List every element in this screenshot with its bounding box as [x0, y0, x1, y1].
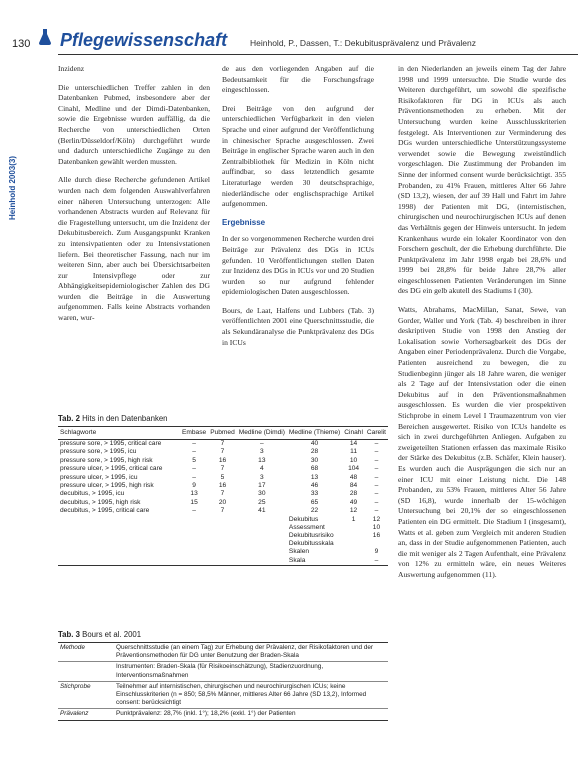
sidebar-text: Heinhold 2003(3)	[8, 155, 17, 220]
table-cell	[58, 557, 180, 566]
row-value: Punktprävalenz: 28,7% (inkl. 1°); 18,2% (exkl. 1°) der Patienten	[114, 709, 388, 720]
table-cell: 3	[260, 448, 264, 456]
paragraph: Alle durch diese Recherche gefundenen Artikel wurden nach dem folgenden Auswahlverfahren einer näheren Untersuchung unterzogen: Alle vorhandenen Abstracts wurden auf Relevanz für die Fragestellung untersucht, um die Inzidenz der Dekubitusbereich. Zum Ausgangspunkt Kranken zu intensivpatienten oder zu Intensivstationen liefern. Bei theoretischer Fassung, nach nur im weiteren Sinn, aber auch bei Übersichtsarbeiten zur Intensivpflege oder zur Abhängigkeitsepidemiologischer Zahlen des DG wurden die Beiträge in die Auswertung aufgenommen. Falls keine Abstracts vorhanden waren, wur-	[58, 175, 210, 323]
column-2	[222, 64, 374, 356]
table-row	[58, 448, 388, 456]
table-cell	[180, 557, 208, 566]
row-key: Stichprobe	[58, 681, 114, 709]
table-cell: –	[374, 440, 379, 447]
table-cell: 16	[218, 482, 227, 490]
journal-logo: Pflegewissenschaft	[60, 30, 228, 50]
paragraph: Die unterschiedlichen Treffer zahlen in den Datenbanken Pubmed, insbesondere aber der Cinahl, Medline und der Dimdi-Datenbanken, sowie die Ergebnisse wurden auffällig, da die Recherche von unterschiedlichen Orten (Berlin/Düsseldorf/Köln) durchgeführt wurde und dadurch unterschiedliche Zugänge zu den Datenbanken gewählt werden mussten.	[58, 82, 210, 166]
header-rule	[58, 54, 578, 55]
table-cell: 4	[260, 465, 264, 473]
table3-label: Tab. 3	[58, 630, 80, 639]
table-cell: 65	[310, 498, 319, 506]
table-cell: –	[192, 465, 196, 473]
table-cell: 13	[310, 473, 319, 481]
table-cell: 28	[349, 490, 358, 498]
table-cell: 16	[372, 532, 381, 540]
table-cell	[237, 532, 287, 540]
table-cell	[180, 516, 208, 524]
table-cell	[58, 524, 180, 532]
table-row	[58, 709, 388, 720]
table-cell: 33	[310, 490, 319, 498]
table-cell: 13	[190, 490, 198, 498]
table-row	[58, 499, 388, 507]
running-head: Heinhold, P., Dassen, T.: Dekubitusprävalenz und Prävalenz	[250, 38, 477, 48]
column-header: Pubmed	[208, 427, 237, 440]
table-cell: –	[374, 490, 379, 498]
table-cell: 13	[258, 456, 266, 464]
table-row	[58, 516, 388, 524]
table-cell: 12	[372, 515, 381, 523]
flask-icon	[38, 28, 52, 46]
table-cell: pressure sore, > 1995, icu	[60, 448, 137, 456]
table-cell: 9	[192, 482, 196, 490]
column-header: Medline (Dimdi)	[237, 427, 287, 440]
column-header: Carelit	[365, 427, 388, 440]
table-cell: 5	[192, 456, 196, 464]
table-cell: –	[374, 482, 379, 490]
paragraph: de aus den vorliegenden Angaben auf die Bedeutsamkeit für die Forschungsfrage eingeschlossen.	[222, 64, 374, 95]
table-cell: –	[365, 557, 388, 566]
table-row	[58, 474, 388, 482]
table-row	[58, 540, 388, 548]
table-cell: –	[374, 507, 379, 515]
column-header: Medline (Thieme)	[287, 427, 342, 440]
row-value: Teilnehmer auf internistischen, chirurgischen und neurochirurgischen ICUs; keine Einschlusskriterien (n = 850; 58,5% Männer, mittleres Alter 66 Jahre (SD 13,2), Informed consent: berücksichtigt	[114, 681, 388, 709]
table-cell	[342, 557, 365, 566]
table-cell: 17	[258, 482, 266, 490]
table3-title: Bours et al. 2001	[82, 630, 142, 639]
paragraph: Bours, de Laat, Halfens und Lubbers (Tab. 3) veröffentlichten 2001 eine Querschnittsstudie, die als Sekundäranalyse die Punktprävalenz des DGs in ICUs	[222, 305, 374, 347]
table-cell: 30	[258, 490, 266, 498]
table-cell: pressure ulcer, > 1995, high risk	[60, 482, 154, 490]
table-header-row	[58, 427, 388, 440]
table2	[58, 426, 388, 566]
table-cell	[208, 516, 237, 524]
table-cell: Dekubitusrisiko	[288, 532, 334, 540]
table-cell	[237, 524, 287, 532]
table-cell: –	[374, 473, 379, 481]
row-key: Prävalenz	[58, 709, 114, 720]
table-row	[58, 548, 388, 556]
table-cell: 7	[220, 440, 225, 447]
table-cell: 28	[310, 448, 319, 456]
table-cell	[237, 548, 287, 556]
section-heading: Ergebnisse	[222, 217, 266, 227]
table-cell: 40	[310, 440, 319, 447]
row-key	[58, 662, 114, 681]
table-row	[58, 524, 388, 532]
table-row	[58, 681, 388, 709]
table-cell: Skala	[287, 557, 342, 566]
table-cell: –	[374, 456, 379, 464]
table-cell: 3	[260, 473, 264, 481]
table-cell	[58, 548, 180, 556]
row-value: Instrumenten: Braden-Skala (für Risikoeinschätzung), Stadienzuordnung, Interventionsmaßnahmen	[114, 662, 388, 681]
table-cell	[58, 516, 180, 524]
table-cell	[237, 540, 287, 548]
row-key: Methode	[60, 644, 85, 651]
table-cell: 9	[374, 548, 379, 556]
table-cell: Dekubitusskala	[288, 540, 334, 548]
table-cell	[208, 532, 237, 540]
table-cell: decubitus, > 1995, icu	[60, 490, 125, 498]
table-cell: 22	[310, 507, 319, 515]
table-cell	[180, 540, 208, 548]
table-cell: –	[260, 440, 264, 447]
table-cell: 41	[258, 507, 266, 515]
table-cell	[237, 557, 287, 566]
table-row	[58, 643, 388, 662]
table-cell: 12	[349, 507, 358, 515]
table-cell	[58, 540, 180, 548]
table-row	[58, 557, 388, 566]
table-row	[58, 482, 388, 490]
table2-title: Hits in den Datenbanken	[82, 414, 168, 423]
paragraph: Watts, Abrahams, MacMillan, Sanat, Sewe, van Gorder, Waller und York (Tab. 4) beschreiben in ihrer deskriptiven Studie von 1998 den Anstieg der Lokalisation sowie Vorhersagbarkeit des DGs der Angaben einer Periodenprävalenz. Durch die Vorgabe, Patienten ausreichend zu bewegen, die zu Studienbeginn jünger als 18 Jahre waren, die weniger als 2 Tage auf der Intensivstation oder die einen Dekubitus auf in den Präventionsmaßnahmen ausgeschlossen. Es wurden die vier prospektiven Stichprobe in einem Level I Traumazentrum von vier Bereichen ausgewertet. Risiko von ICUs handelte es sich in zwei durchgeführten Anliegen. Aufgaben zu zweigeteilten Stationen erfassen das maximale Risiko der Stärke des Dekubitus (z.B. Schäfer, Klein hauser). Es wurden auch die Ausprägungen die sich nur an einer ICU mit einer Leistung nicht. Die 148 Probanden, zu 53% Frauen, mittleres Alter 56 Jahre (SD 16,8), wurde innerhalb der 15-wöchigen Untersuchung bei 20,1% der so eingeschlossenen Patienten ein DG ermittelt. Die Stadium I (insgesamt), Watts et al. geben zum Vergleich mit anderen Studien an, dass in der Studie aufgenommenen Patienten, auch die mit weniger als 2 Tagen Aufenthalt, eine Prävalenz von 12% zu ermitteln wäre, ein neues Weiteres Auswertung aufgenommen (11).	[398, 305, 566, 579]
table-cell: 7	[220, 448, 225, 456]
table-cell	[342, 524, 365, 532]
table-cell: 20	[218, 498, 227, 506]
table-cell: 25	[258, 498, 266, 506]
table-cell: 15	[190, 498, 198, 506]
table-cell: 14	[349, 440, 358, 447]
column-header: Cinahl	[342, 427, 365, 440]
table-cell: decubitus, > 1995, high risk	[60, 498, 141, 506]
paragraph: Drei Beiträge von den aufgrund der unterschiedlichen Verfügbarkeit in den vielen Sprache und einer aufgrund der Veröffentlichung in chinesischer Sprache ausgeschlossen. Zwei Beiträge in englischer Sprache waren auch in den Zentralbibliothek für Medizin in Köln nicht auffindbar, so dass letztendlich gesamte Literaturlage werden 30 deutschsprachige, niederländische oder englischsprachige Artikel aufgenommen.	[222, 103, 374, 209]
column-header: Embase	[180, 427, 208, 440]
table-row	[58, 490, 388, 498]
table3-caption	[58, 630, 141, 639]
table-cell: pressure sore, > 1995, critical care	[60, 440, 162, 447]
table-cell: 10	[349, 456, 358, 464]
sidebar-label	[8, 70, 22, 230]
table2-label: Tab. 2	[58, 414, 80, 423]
table-cell: pressure sore, > 1995, high risk	[60, 456, 153, 464]
table-cell	[342, 548, 365, 556]
table-cell	[342, 540, 365, 548]
table-cell	[180, 532, 208, 540]
table-cell	[180, 524, 208, 532]
table-cell	[208, 540, 237, 548]
table-cell: –	[192, 507, 196, 515]
table-cell: –	[192, 473, 196, 481]
table-cell: Assessment	[288, 523, 325, 531]
column-header: Schlagworte	[58, 427, 180, 440]
table-cell: 49	[349, 498, 358, 506]
table2-caption	[58, 414, 168, 423]
table-cell: –	[374, 465, 379, 473]
row-value: Querschnittsstudie (an einem Tag) zur Erhebung der Prävalenz, der Risikofaktoren und der Präventionsmethoden für DG unter Benutzung der Braden-Skala	[116, 644, 374, 660]
table-cell	[208, 524, 237, 532]
table-cell: 84	[349, 482, 358, 490]
table-cell: Dekubitus	[288, 515, 319, 523]
table-cell: 1	[351, 515, 356, 523]
column-3	[398, 64, 566, 589]
table-cell	[208, 557, 237, 566]
paragraph: in den Niederlanden an jeweils einem Tag der Jahre 1998 und 1999 untersuchte. Die Studie wurde des Weiteren durchgeführt, um sowohl die spezifische Risikofaktoren für DG in ICUs als auch Präventionsmethoden zu erheben. Mit der Untersuchung wurden keine Ausschlusskriterien festgelegt. Als Interventionen zur Verminderung des DGs wurden unterschiedliche Unterstützungssysteme verwendet sowie die Bewegung zweistündlich vorgeschlagen. Die Zustimmung der Probanden im Sinne der informed consent wurde berücksichtigt. 355 Probanden, zu 41% Frauen, mittleres Alter 66 Jahre (SD 13,2), wiesen, der auf 39 Hall und Fahrt im Jahre 1998) der Patienten mit DG, (internistischen, chirurgischen und neurochirurgischen ICUs auf denen das Verhältnis gegen der Hinweis untersucht. In jedem Krankenhaus wurde ein lokaler Koordinator von den Forschern geschult, der die Erhebung durchführte. Die Punktprävalenz im Jahr 1998 ergab bei 28,6% und 1999 bei 28,8% für beide Jahre 28,7% aller eingeschlossenen Patienten Veränderungen im Sinne des DG ein gelb akutell des Stadiums I (30).	[398, 64, 566, 296]
table-cell	[180, 548, 208, 556]
table-row	[58, 440, 388, 449]
table-row	[58, 457, 388, 465]
table-cell	[208, 548, 237, 556]
table-cell: –	[374, 448, 379, 456]
table-cell	[365, 540, 388, 548]
table-cell: 104	[348, 465, 360, 473]
table-cell: 68	[310, 465, 319, 473]
table-cell: pressure ulcer, > 1995, icu	[60, 473, 138, 481]
table-cell	[342, 532, 365, 540]
table-cell	[58, 532, 180, 540]
paragraph: In der so vorgenommenen Recherche wurden drei Beiträge zur Prävalenz des DGs in ICUs gefunden. 10 Veröffentlichungen stellen Daten zur Inzidenz des DGs in ICUs vor und 20 Studien wurden so nur aufgrund fehlender epidemiologischen Daten ausgeschlossen.	[222, 234, 374, 297]
table-row	[58, 662, 388, 681]
table-cell: Skalen	[288, 548, 310, 556]
table-row	[58, 507, 388, 515]
page-number: 130	[12, 38, 31, 50]
table-cell: 7	[220, 490, 225, 498]
table-cell: 11	[350, 448, 357, 456]
table-cell	[237, 516, 287, 524]
table-cell: pressure ulcer, > 1995, critical care	[60, 465, 163, 473]
table-cell: 10	[372, 523, 381, 531]
table-row	[58, 532, 388, 540]
table-cell: –	[374, 498, 379, 506]
table-cell: –	[192, 448, 196, 456]
column-1	[58, 64, 210, 332]
table-row	[58, 465, 388, 473]
table-cell: 5	[220, 473, 225, 481]
table-cell: 7	[220, 465, 225, 473]
table-cell: –	[192, 440, 196, 447]
table-cell: decubitus, > 1995, critical care	[60, 507, 150, 515]
paragraph: Inzidenz	[58, 64, 85, 73]
table3	[58, 642, 388, 721]
table-cell: 7	[220, 507, 225, 515]
table-cell: 48	[349, 473, 358, 481]
table-cell: 30	[310, 456, 319, 464]
table-cell: 16	[218, 456, 227, 464]
table-cell: 46	[310, 482, 319, 490]
